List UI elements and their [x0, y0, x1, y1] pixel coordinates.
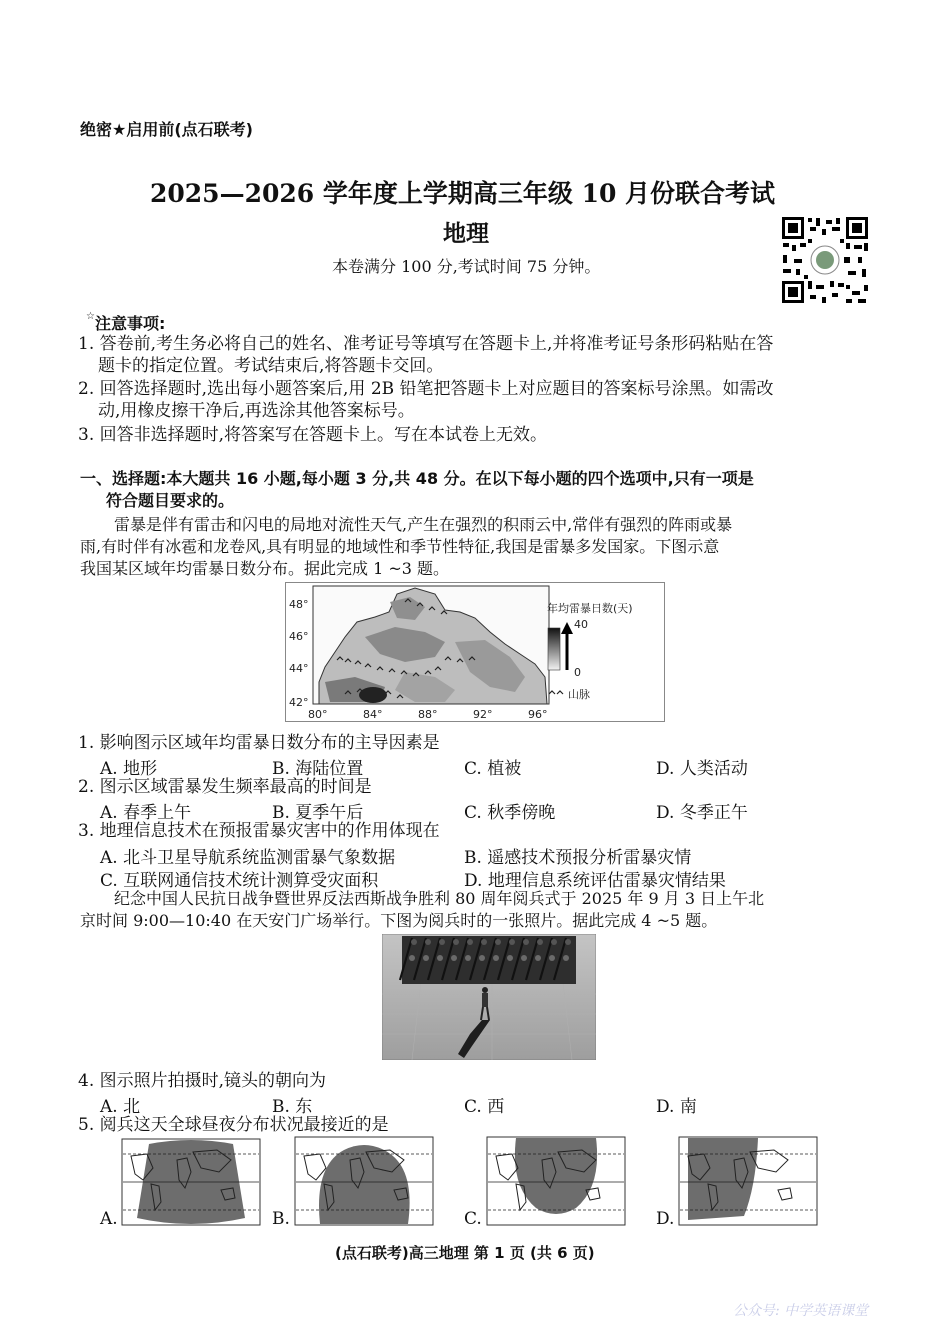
q3-option-c[interactable]: C. 互联网通信技术统计测算受灾面积	[100, 871, 379, 891]
exam-title: 2025—2026 学年度上学期高三年级 10 月份联合考试	[150, 179, 776, 208]
secret-mark: 绝密★启用前(点石联考)	[80, 120, 253, 139]
q2-option-b[interactable]: B. 夏季午后	[272, 803, 364, 823]
lat-label-46: 46°	[289, 630, 309, 643]
q1-option-a[interactable]: A. 地形	[100, 759, 158, 779]
lon-label-92: 92°	[473, 708, 493, 721]
q4-option-b[interactable]: B. 东	[272, 1097, 313, 1117]
parade-photo	[382, 934, 596, 1060]
q5-map-d[interactable]	[678, 1136, 818, 1226]
lat-label-44: 44°	[289, 662, 309, 675]
passage2-line2: 京时间 9:00—10:40 在天安门广场举行。下图为阅兵时的一张照片。据此完成 4 ~5 题。	[80, 911, 718, 930]
q5-option-c[interactable]: C.	[464, 1209, 482, 1229]
passage1-line1: 雷暴是伴有雷击和闪电的局地对流性天气,产生在强烈的积雨云中,常伴有强烈的阵雨或暴	[114, 515, 733, 534]
q5-option-d[interactable]: D.	[656, 1209, 675, 1229]
q5-option-a[interactable]: A.	[100, 1209, 118, 1229]
lon-label-88: 88°	[418, 708, 438, 721]
score-info: 本卷满分 100 分,考试时间 75 分钟。	[332, 257, 601, 276]
q3-option-b[interactable]: B. 遥感技术预报分析雷暴灾情	[464, 848, 692, 868]
legend-min: 0	[574, 666, 581, 679]
thunderstorm-map-figure	[285, 582, 665, 722]
watermark: 公众号: 中学英语课堂	[733, 1303, 869, 1319]
passage1-line2: 雨,有时伴有冰雹和龙卷风,具有明显的地域性和季节性特征,我国是雷暴多发国家。下图示意	[80, 537, 720, 556]
legend-max: 40	[574, 618, 588, 631]
legend-mountain-label: 山脉	[568, 688, 590, 701]
lat-label-48: 48°	[289, 598, 309, 611]
legend-color-bar	[548, 628, 560, 670]
notice-title: ☆注意事项:	[86, 311, 166, 333]
q4-option-d[interactable]: D. 南	[656, 1097, 697, 1117]
q4-option-a[interactable]: A. 北	[100, 1097, 141, 1117]
passage2-line1: 纪念中国人民抗日战争暨世界反法西斯战争胜利 80 周年阅兵式于 2025 年 9 月 3 日上午北	[114, 889, 765, 908]
q1-option-c[interactable]: C. 植被	[464, 759, 522, 779]
q5-map-a[interactable]	[121, 1138, 261, 1226]
q1-option-d[interactable]: D. 人类活动	[656, 759, 748, 779]
q5-option-b[interactable]: B.	[272, 1209, 290, 1229]
notice-item-1-cont: 题卡的指定位置。考试结束后,将答题卡交回。	[98, 356, 444, 376]
notice-item-1: 1. 答卷前,考生务必将自己的姓名、准考证号等填写在答题卡上,并将准考证号条形码粘贴在答	[78, 334, 774, 354]
q1-stem: 1. 影响图示区域年均雷暴日数分布的主导因素是	[78, 733, 440, 753]
notice-item-3: 3. 回答非选择题时,将答案写在答题卡上。写在本试卷上无效。	[78, 425, 548, 445]
q4-option-c[interactable]: C. 西	[464, 1097, 505, 1117]
notice-item-2: 2. 回答选择题时,选出每小题答案后,用 2B 铅笔把答题卡上对应题目的答案标号涂黑。如需改	[78, 379, 774, 399]
subject-title: 地理	[443, 221, 489, 247]
legend-title: 年均雷暴日数(天)	[547, 602, 633, 615]
section-title: 一、选择题:本大题共 16 小题,每小题 3 分,共 48 分。在以下每小题的四个选项中,只有一项是	[80, 469, 754, 488]
notice-item-2-cont: 动,用橡皮擦干净后,再选涂其他答案标号。	[98, 401, 415, 421]
q2-option-d[interactable]: D. 冬季正午	[656, 803, 748, 823]
q2-option-c[interactable]: C. 秋季傍晚	[464, 803, 556, 823]
lon-label-96: 96°	[528, 708, 548, 721]
q1-option-b[interactable]: B. 海陆位置	[272, 759, 364, 779]
q5-stem: 5. 阅兵这天全球昼夜分布状况最接近的是	[78, 1115, 389, 1135]
lon-label-84: 84°	[363, 708, 383, 721]
q3-stem: 3. 地理信息技术在预报雷暴灾害中的作用体现在	[78, 821, 440, 841]
passage1-line3: 我国某区域年均雷暴日数分布。据此完成 1 ~3 题。	[80, 559, 450, 578]
q4-stem: 4. 图示照片拍摄时,镜头的朝向为	[78, 1071, 327, 1091]
q2-stem: 2. 图示区域雷暴发生频率最高的时间是	[78, 777, 372, 797]
footer-page-info: (点石联考)高三地理 第 1 页 (共 6 页)	[335, 1244, 595, 1262]
section-title-cont: 符合题目要求的。	[106, 491, 235, 510]
q3-option-d[interactable]: D. 地理信息系统评估雷暴灾情结果	[464, 871, 726, 891]
lat-label-42: 42°	[289, 696, 309, 709]
q5-map-b[interactable]	[294, 1136, 434, 1226]
q3-option-a[interactable]: A. 北斗卫星导航系统监测雷暴气象数据	[100, 848, 396, 868]
q2-option-a[interactable]: A. 春季上午	[100, 803, 192, 823]
q5-map-c[interactable]	[486, 1136, 626, 1226]
qr-code-icon	[780, 215, 870, 305]
lon-label-80: 80°	[308, 708, 328, 721]
